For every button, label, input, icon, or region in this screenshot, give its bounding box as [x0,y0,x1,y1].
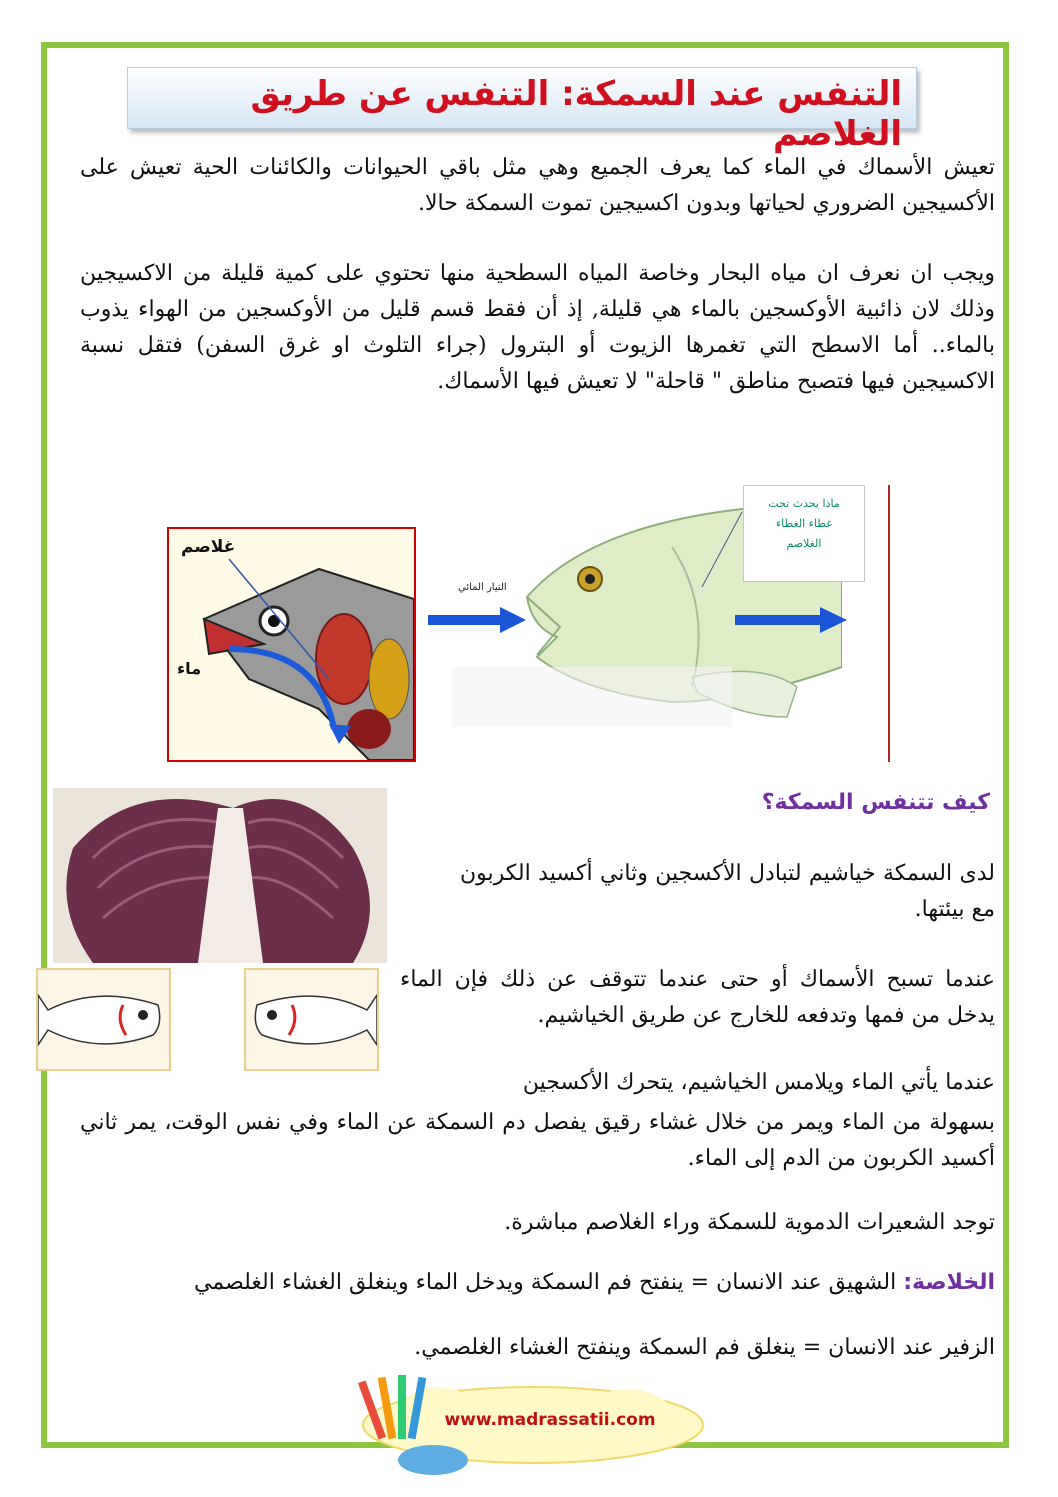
fish-head-diagram [167,527,416,762]
footer-website-link[interactable]: www.madrassatii.com [444,1410,656,1430]
label-gills: غلاصم [181,537,236,557]
section-heading: كيف تتنفس السمكة؟ [761,790,990,815]
note-line-1: ماذا يحدث تحت [768,497,840,510]
note-line-2: غطاء الغطاء [775,517,833,530]
intro-paragraph-2: ويجب ان نعرف ان مياه البحار وخاصة المياه السطحية منها تحتوي على كمية قليلة من الاكسيجين وذلك لان ذائبية الأوكسجين بالماء هي قليلة, إذ أن فقط قسم قليل من الأوكسجين من الهواء يذوب بالماء.. أما الاسطح التي تغمرها الزيوت أو البترول (جراء التلوث او غرق السفن) فتقل نسبة الاكسيجين فيها فتصبح مناطق " قاحلة" لا تعيش فيها الأسماك. [80,261,995,394]
summary-paragraph [80,1265,995,1301]
title-banner [127,67,917,154]
note-line-3: الغلاصم [786,537,822,550]
intro-paragraph-1: تعيش الأسماك في الماء كما يعرف الجميع وهي مثل باقي الحيوانات والكائنات الحية تعيش على الأكسيجين الضروري لحياتها وبدون اكسيجين تموت السمكة حالا. [80,155,995,216]
fish-image-right [244,968,379,1071]
summary-text: الشهيق عند الانسان = ينفتح فم السمكة ويدخل الماء وينغلق الغشاء الغلصمي [194,1270,904,1295]
question-note-box [743,485,865,582]
section-paragraph-2: عندما تسبح الأسماك أو حتى عندما تتوقف عن ذلك فإن الماء يدخل من فمها وتدفعه للخارج عن طريق الخياشيم. [400,967,995,1028]
page-title: التنفس عند السمكة: التنفس عن طريق الغلاصم [250,74,902,154]
summary-label: الخلاصة: [903,1270,995,1295]
arrow-right-2 [735,605,850,635]
label-water: ماء [177,659,202,678]
section-paragraph-3b: بسهولة من الماء ويمر من خلال غشاء رقيق يفصل دم السمكة عن الماء وفي نفس الوقت، يمر ثاني أكسيد الكربون من الدم إلى الماء. [80,1110,995,1171]
fish-right-svg [246,970,377,1069]
section-paragraph-6: الزفير عند الانسان = ينغلق فم السمكة وينفتح الغشاء الغلصمي. [414,1335,995,1360]
section-paragraph-1: لدى السمكة خياشيم لتبادل الأكسجين وثاني أكسيد الكربون مع بيئتها. [460,861,995,922]
gills-photo-svg [53,788,387,963]
fish-left-svg [38,970,169,1069]
fish-head-illustration [169,529,414,760]
fish-image-left [36,968,171,1071]
section-paragraph-3a: عندما يأتي الماء ويلامس الخياشيم، يتحرك الأكسجين [522,1070,995,1095]
gills-photo [53,788,387,963]
section-paragraph-4: توجد الشعيرات الدموية للسمكة وراء الغلاصم مباشرة. [504,1210,995,1235]
vertical-divider [888,485,890,762]
label-water-current: التيار المائي [458,582,507,593]
